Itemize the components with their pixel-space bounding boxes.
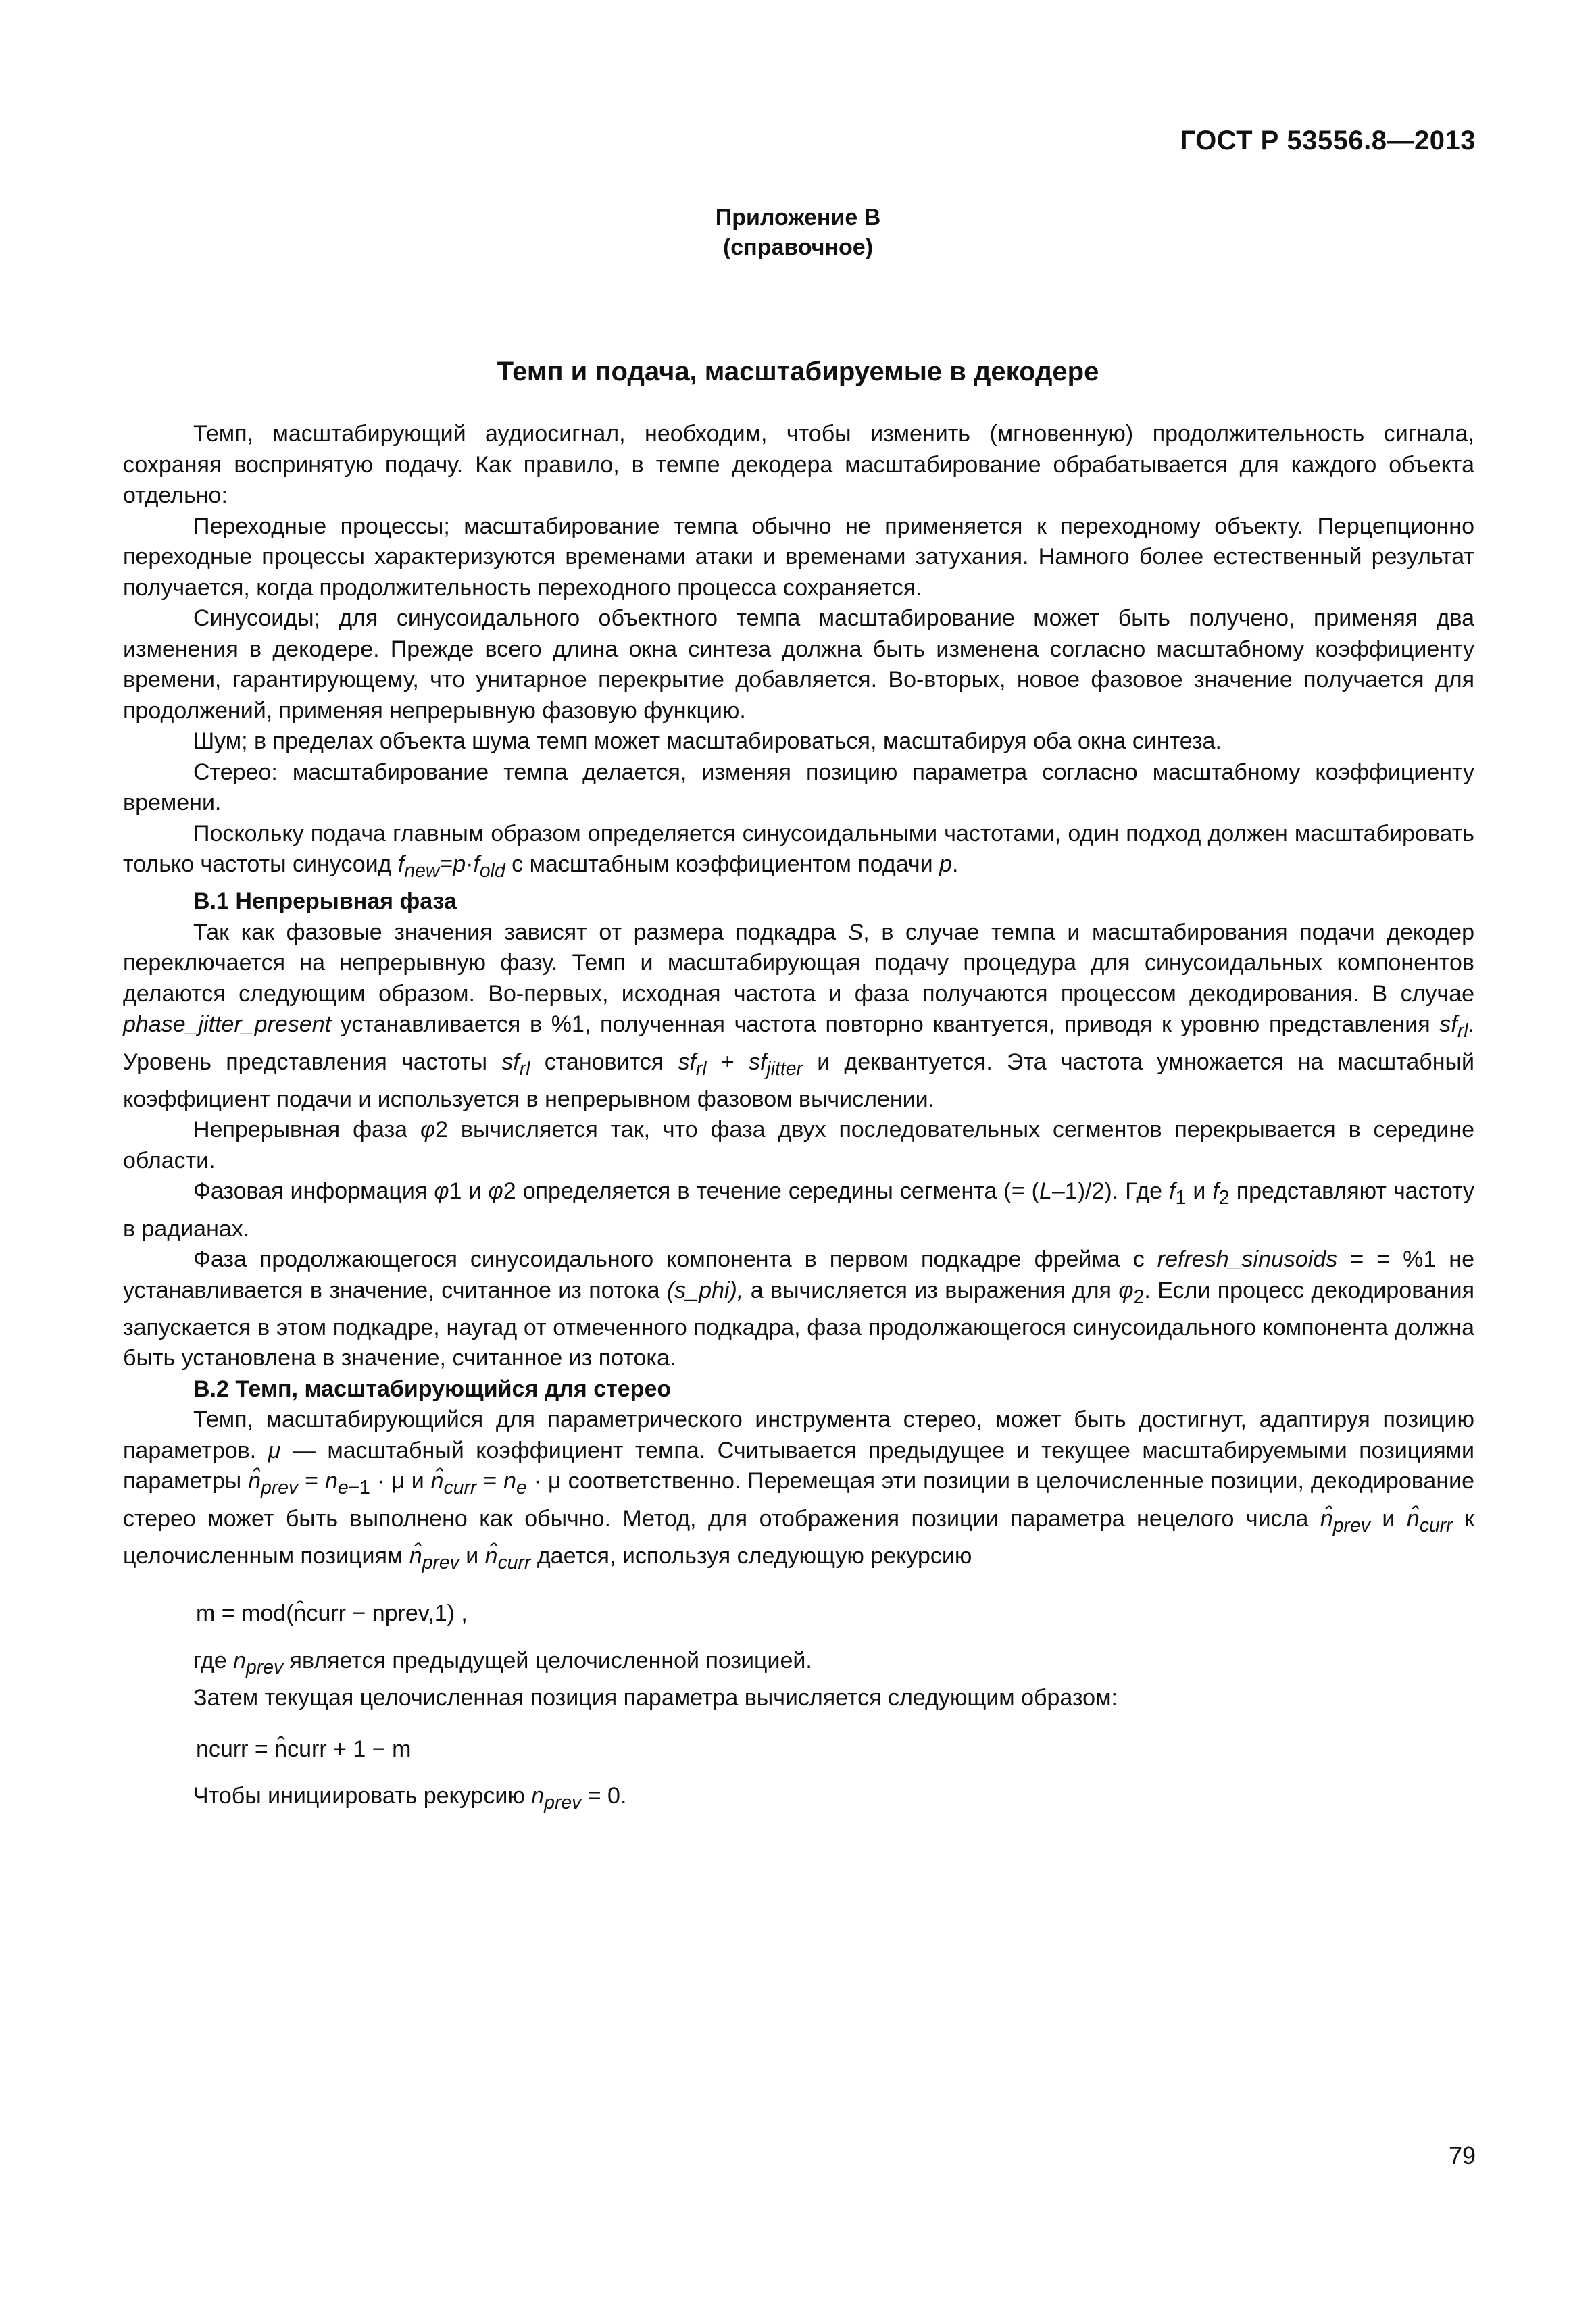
paragraph: Непрерывная фаза φ2 вычисляется так, что фаза двух последовательных сегментов перекрывается в середине области. — [123, 1117, 1475, 1174]
paragraph: Синусоиды; для синусоидального объектного темпа масштабирование может быть получено, применяя два изменения в декодере. Прежде всего длина окна синтеза должна быть изменена согласно масштабному коэффициенту времени, гарантирующему, что унитарное перекрытие добавляется. Во-вторых, новое фазовое значение получается для продолжений, применяя непрерывную фазовую функцию. — [123, 605, 1474, 724]
page-number: 79 — [1448, 2142, 1476, 2169]
section-heading: В.1 Непрерывная фаза — [193, 888, 457, 915]
paragraph: Переходные процессы; масштабирование темпа обычно не применяется к переходному объекту. Перцепционно переходные процессы характеризуются временами атаки и временами затухания. Намного более естественный результат получается, когда продолжительность переходного процесса сохраняется. — [123, 513, 1474, 601]
paragraph: Темп, масштабирующийся для параметрического инструмента стерео, может быть достигнут, адаптируя позицию параметров. μ — масштабный коэффициент темпа. Считывается предыдущее и текущее масштабируемыми позициями параметры $n̂_{prev} = n_{e-1} \cdot \mu$ и $n̂_{curr} = n_e \cdot \mu$ соответственно. Перемещая эти позиции в целочисленные позиции, декодирование стерео может быть выполнено как обычно. Метод, для отображения позиции параметра нецелого числа $n̂_{prev}$ и $n̂_{curr}$ к целочисленным позициям $n̂_{prev}$ и $n̂_{curr}$ дается, используя следующую рекурсию — [123, 1407, 1475, 1574]
paragraph: Затем текущая целочисленная позиция параметра вычисляется следующим образом: — [193, 1685, 1118, 1711]
paragraph: Так как фазовые значения зависят от размера подкадра S, в случае темпа и масштабирования подачи декодер переключается на непрерывную фазу. Темп и масштабирующая подачу процедура для синусоидальных компонентов делаются следующим образом. Во-первых, исходная частота и фаза получаются процессом декодирования. В случае phase_jitter_present устанавливается в %1, полученная частота повторно квантуется, приводя к уровню представления $sf_{rl}$. Уровень представления частоты $sf_{rl}$ становится $sf_{rl} + sf_{jitter}$ и деквантуется. Эта частота умножается на масштабный коэффициент подачи и используется в непрерывном фазовом вычислении. — [123, 919, 1474, 1112]
appendix-heading — [0, 203, 1596, 262]
paragraph: Фаза продолжающегося синусоидального компонента в первом подкадре фрейма с refresh_sinusoids = = %1 не устанавливается в значение, считанное из потока (s_phi), а вычисляется из выражения для $\varphi_2$. Если процесс декодирования запускается в этом подкадре, наугад от отмеченного подкадра, фаза продолжающегося синусоидального компонента должна быть установлена в значение, считанное из потока. — [123, 1247, 1474, 1372]
document-standard-number: ГОСТ Р 53556.8—2013 — [1180, 126, 1476, 155]
appendix-kind: (справочное) — [722, 234, 874, 260]
paragraph: где $n_{prev}$ является предыдущей целочисленной позицией. — [193, 1647, 812, 1678]
document-body — [123, 419, 1474, 1818]
formula-recursion: m = mod(n̂curr − nprev,1) , — [196, 1601, 468, 1627]
paragraph: Чтобы инициировать рекурсию $n_{prev} = 0$. — [193, 1783, 627, 1813]
paragraph: Темп, масштабирующий аудиосигнал, необходим, чтобы изменить (мгновенную) продолжительность сигнала, сохраняя воспринятую подачу. Как правило, в темпе декодера масштабирование обрабатывается для каждого объекта отдельно: — [123, 421, 1474, 508]
appendix-name: Приложение В — [715, 205, 881, 230]
paragraph: Стерео: масштабирование темпа делается, изменяя позицию параметра согласно масштабному коэффициенту времени. — [123, 759, 1474, 815]
paragraph: Фазовая информация φ1 и φ2 определяется в течение середины сегмента (= (L–1)/2). Где $f_1$ и $f_2$ представляют частоту в радианах. — [123, 1178, 1474, 1242]
formula-current-position: ncurr = n̂curr + 1 − m — [196, 1736, 412, 1762]
paragraph: Шум; в пределах объекта шума темп может масштабироваться, масштабируя оба окна синтеза. — [193, 728, 1222, 754]
paragraph: Поскольку подача главным образом определяется синусоидальными частотами, один подход должен масштабировать только частоты синусоид $f_{new}=p\cdot f_{old}$ с масштабным коэффициентом подачи p. — [123, 820, 1474, 882]
section-heading: В.2 Темп, масштабирующийся для стерео — [193, 1376, 672, 1402]
page-title: Темп и подача, масштабируемые в декодере — [497, 357, 1099, 386]
